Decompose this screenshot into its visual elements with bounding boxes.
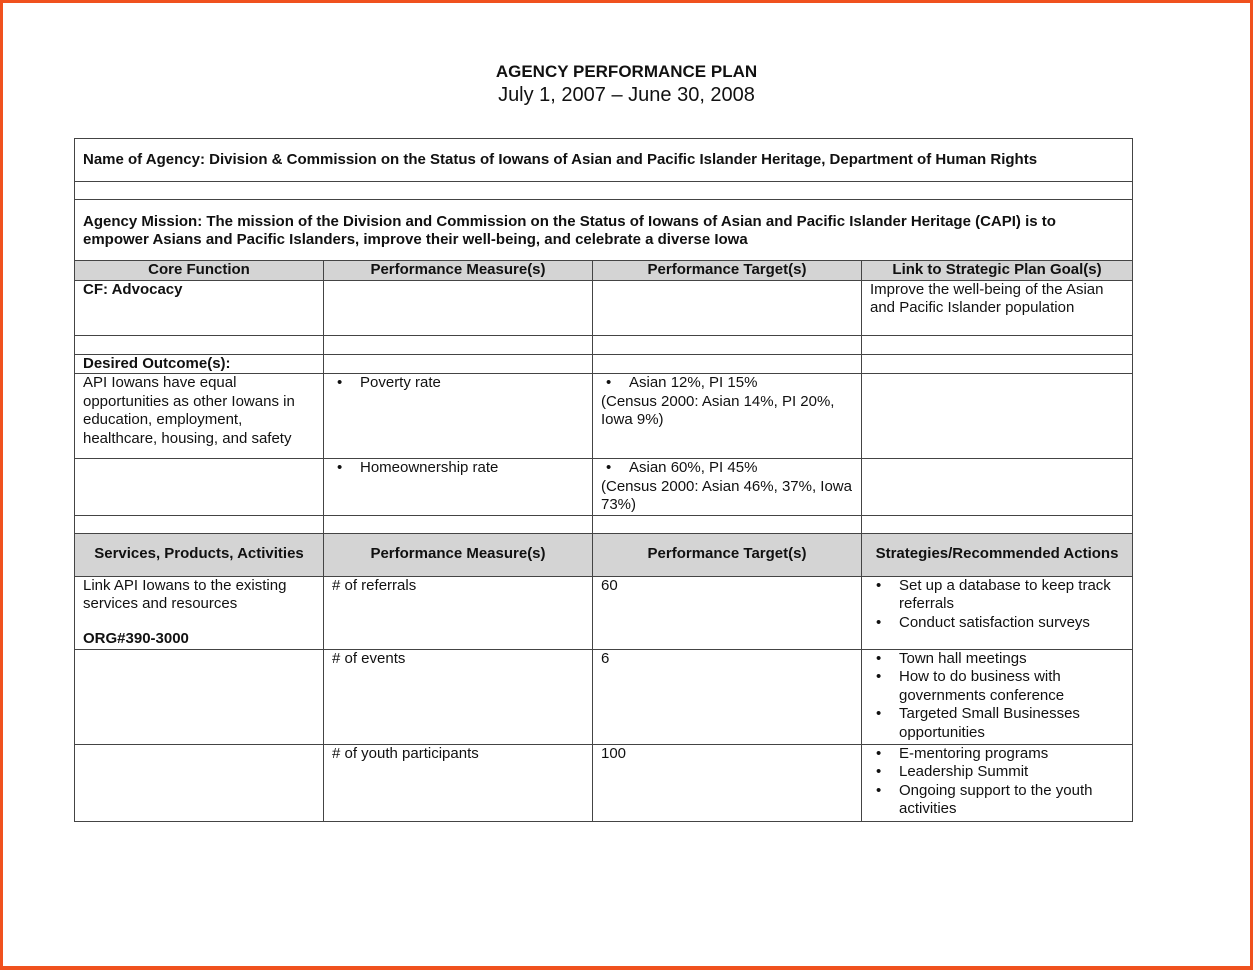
target: 6 bbox=[593, 649, 862, 744]
table-row bbox=[75, 744, 1133, 821]
service: Link API Iowans to the existing services and resources bbox=[83, 576, 287, 612]
header-core-function: Core Function bbox=[75, 261, 324, 281]
strategy-item: • How to do business with governments conference bbox=[870, 668, 1124, 705]
strategy-item: • Targeted Small Businesses opportunities bbox=[870, 705, 1124, 742]
target: Asian 12%, PI 15% bbox=[629, 374, 758, 391]
bullet-icon: • bbox=[606, 374, 612, 391]
table-row bbox=[75, 649, 1133, 744]
header-performance-targets: Performance Target(s) bbox=[593, 533, 862, 576]
empty-cell bbox=[862, 335, 1133, 354]
strategy-item: • Ongoing support to the youth activities bbox=[870, 782, 1124, 819]
header-strategic-goal: Link to Strategic Plan Goal(s) bbox=[862, 261, 1133, 281]
measure-poverty: • Poverty rate bbox=[332, 374, 584, 393]
performance-plan-table bbox=[74, 138, 1133, 822]
empty-cell bbox=[862, 459, 1133, 516]
table-row bbox=[75, 374, 1133, 459]
empty-row bbox=[75, 182, 1133, 200]
strategy-item: • E-mentoring programs bbox=[870, 745, 1124, 764]
measure: # of referrals bbox=[324, 576, 593, 649]
target-note: (Census 2000: Asian 14%, PI 20%, Iowa 9%) bbox=[601, 392, 835, 428]
measure-homeownership: • Homeownership rate bbox=[332, 459, 584, 478]
header-performance-measures: Performance Measure(s) bbox=[324, 261, 593, 281]
strategy-item: • Conduct satisfaction surveys bbox=[870, 614, 1124, 633]
empty-cell bbox=[75, 649, 324, 744]
strategies-list bbox=[870, 577, 1124, 633]
target: 60 bbox=[593, 576, 862, 649]
empty-cell bbox=[75, 744, 324, 821]
desired-outcome: API Iowans have equal opportunities as other Iowans in education, employment, healthcare, housing, and safety bbox=[75, 374, 324, 459]
empty-cell bbox=[75, 335, 324, 354]
target: Asian 60%, PI 45% bbox=[629, 459, 758, 476]
desired-outcome-label: Desired Outcome(s): bbox=[75, 354, 324, 374]
measure: # of events bbox=[324, 649, 593, 744]
empty-cell bbox=[862, 515, 1133, 533]
empty-cell bbox=[324, 280, 593, 335]
empty-cell bbox=[862, 354, 1133, 374]
bullet-icon: • bbox=[606, 459, 612, 476]
empty-cell bbox=[324, 515, 593, 533]
org-number: ORG#390-3000 bbox=[83, 629, 189, 647]
empty-cell bbox=[593, 335, 862, 354]
plan-period: July 1, 2007 – June 30, 2008 bbox=[498, 84, 755, 106]
measure: # of youth participants bbox=[324, 744, 593, 821]
strategy-item: • Leadership Summit bbox=[870, 763, 1124, 782]
empty-cell bbox=[862, 374, 1133, 459]
target-note: (Census 2000: Asian 46%, 37%, Iowa 73%) bbox=[601, 477, 852, 513]
empty-cell bbox=[75, 515, 324, 533]
table-row bbox=[75, 459, 1133, 516]
header-strategies: Strategies/Recommended Actions bbox=[862, 533, 1133, 576]
empty-cell bbox=[324, 354, 593, 374]
agency-name: Name of Agency: Division & Commission on the Status of Iowans of Asian and Pacific Islander Heritage, Department of Human Rights bbox=[75, 139, 1133, 182]
empty-cell bbox=[324, 335, 593, 354]
strategies-list bbox=[870, 745, 1124, 819]
target: 100 bbox=[593, 744, 862, 821]
header-services: Services, Products, Activities bbox=[75, 533, 324, 576]
empty-cell bbox=[593, 280, 862, 335]
empty-cell bbox=[75, 459, 324, 516]
document-title: AGENCY PERFORMANCE PLAN bbox=[495, 62, 758, 81]
strategies-list bbox=[870, 650, 1124, 743]
core-function: CF: Advocacy bbox=[75, 280, 324, 335]
strategy-item: • Town hall meetings bbox=[870, 650, 1124, 669]
section2-header-row bbox=[75, 533, 1133, 576]
empty-cell bbox=[593, 354, 862, 374]
empty-cell bbox=[593, 515, 862, 533]
agency-mission: Agency Mission: The mission of the Division and Commission on the Status of Iowans of Asian and Pacific Islander Heritage (CAPI) is to empower Asians and Pacific Islanders, improve their well-being, and celebrate a diverse Iowa bbox=[75, 200, 1133, 261]
table-row bbox=[75, 576, 1133, 649]
section1-header-row bbox=[75, 261, 1133, 281]
header-performance-targets: Performance Target(s) bbox=[593, 261, 862, 281]
strategy-item: • Set up a database to keep track referrals bbox=[870, 577, 1124, 614]
header-performance-measures: Performance Measure(s) bbox=[324, 533, 593, 576]
strategic-goal: Improve the well-being of the Asian and Pacific Islander population bbox=[862, 280, 1133, 335]
